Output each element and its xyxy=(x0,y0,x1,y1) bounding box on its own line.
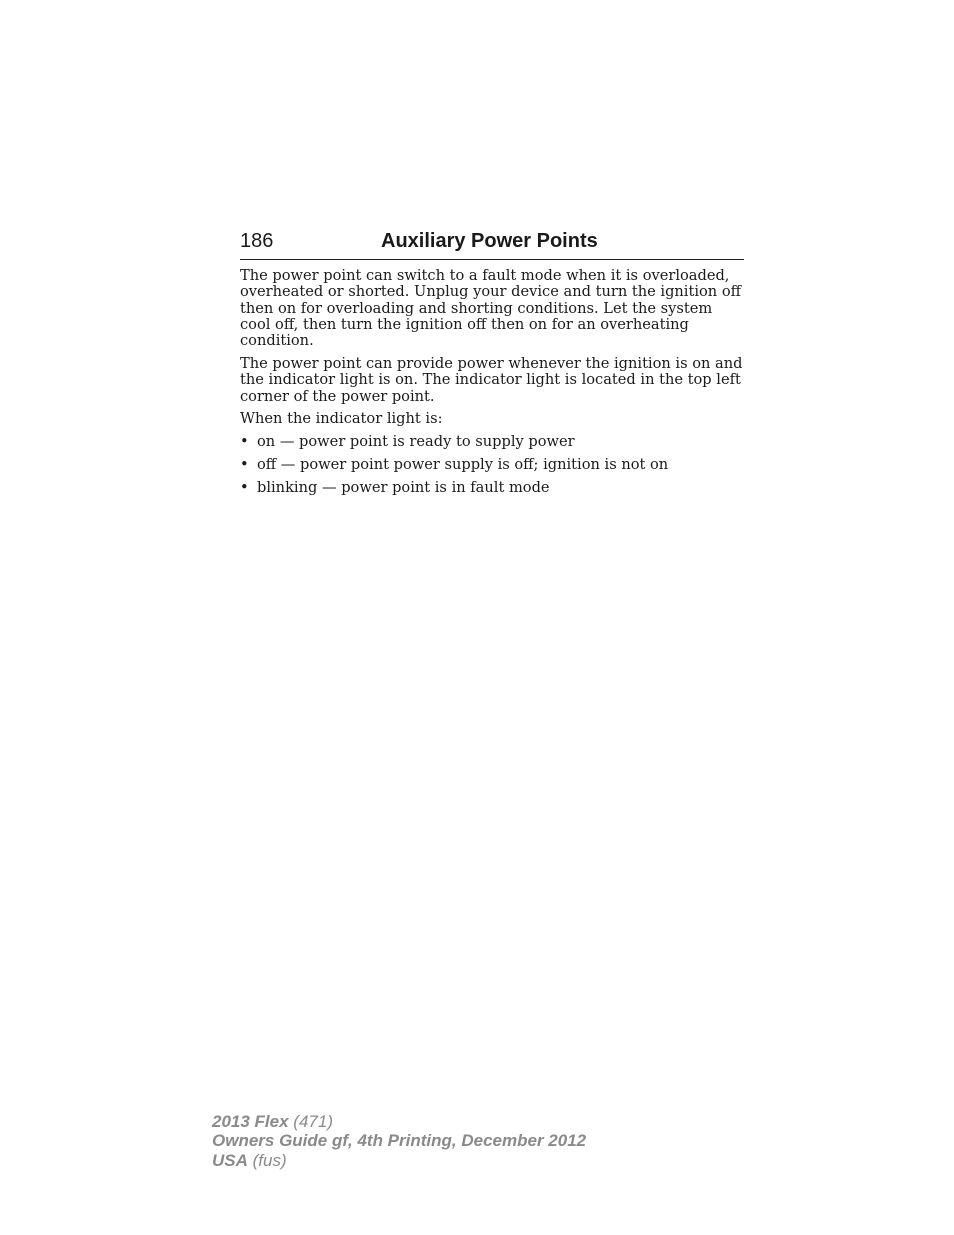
bullet-icon: • xyxy=(240,478,249,496)
footer-model: 2013 Flex xyxy=(212,1112,289,1131)
footer-market: USA xyxy=(212,1150,248,1170)
footer-market-code: (fus) xyxy=(252,1150,287,1170)
footer-printing: Owners Guide gf, 4th Printing, December 2012 xyxy=(212,1131,587,1151)
paragraph-power-availability: The power point can provide power whenever the ignition is on and the indicator light is on. The indicator light is located in the top left corner of the power point. xyxy=(240,354,743,405)
list-item xyxy=(240,434,744,450)
section-title: Auxiliary Power Points xyxy=(381,230,598,252)
footer-line-model xyxy=(212,1112,586,1131)
indicator-states-list xyxy=(240,434,744,496)
footer-model-code: (471) xyxy=(293,1112,333,1131)
bullet-icon: • xyxy=(240,433,249,451)
list-item xyxy=(240,457,744,473)
list-item-text: off — power point power supply is off; ignition is not on xyxy=(257,455,669,473)
page-content xyxy=(240,268,744,503)
list-item xyxy=(240,480,744,496)
list-item-text: on — power point is ready to supply power xyxy=(257,433,575,451)
page-header xyxy=(240,229,744,260)
footer-line-market xyxy=(212,1151,586,1170)
page-number: 186 xyxy=(240,230,274,252)
paragraph-indicator-intro: When the indicator light is: xyxy=(240,410,443,428)
list-item-text: blinking — power point is in fault mode xyxy=(257,478,550,496)
paragraph-fault-mode: The power point can switch to a fault mode when it is overloaded, overheated or shorted. Unplug your device and turn the ignition off then on for overloading and shorting conditions. Let the system cool off, then turn the ignition off then on for an overheating condition. xyxy=(240,267,741,350)
bullet-icon: • xyxy=(240,455,249,473)
print-footer xyxy=(212,1112,586,1170)
